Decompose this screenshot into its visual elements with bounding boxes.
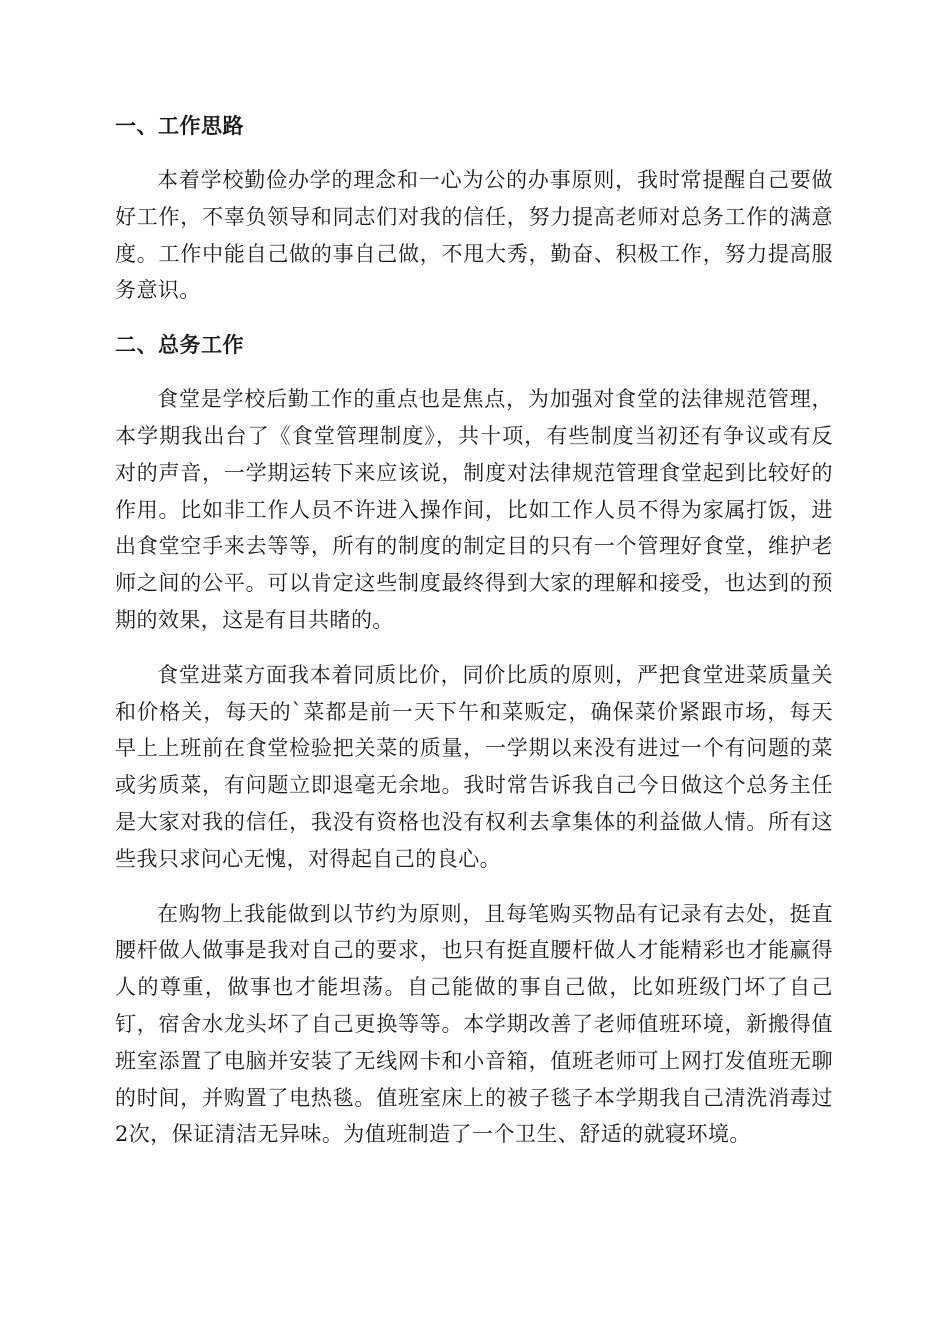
paragraph: 在购物上我能做到以节约为原则，且每笔购买物品有记录有去处，挺直腰杆做人做事是我对自己的要求，也只有挺直腰杆做人才能精彩也才能赢得人的尊重，做事也才能坦荡。自己能做的事自己做，比如班级门坏了自己钉，宿舍水龙头坏了自己更换等等。本学期改善了老师值班环境，新搬得值班室添置了电脑并安装了无线网卡和小音箱，值班老师可上网打发值班无聊的时间，并购置了电热毯。值班室床上的被子毯子本学期我自己清洗消毒过2次，保证清洁无异味。为值班制造了一个卫生、舒适的就寝环境。 <box>115 901 833 1147</box>
paragraph: 本着学校勤俭办学的理念和一心为公的办事原则，我时常提醒自己要做好工作，不辜负领导和同志们对我的信任，努力提高老师对总务工作的满意度。工作中能自己做的事自己做，不甩大秀，勤奋、积极工作，努力提高服务意识。 <box>115 168 833 303</box>
document-page <box>115 108 833 1171</box>
section-heading-work-approach: 一、工作思路 <box>115 114 244 138</box>
section-heading-general-affairs: 二、总务工作 <box>115 333 244 358</box>
paragraph: 食堂是学校后勤工作的重点也是焦点，为加强对食堂的法律规范管理，本学期我出台了《食堂管理制度》，共十项，有些制度当初还有争议或有反对的声音，一学期运转下来应该说，制度对法律规范管理食堂起到比较好的作用。比如非工作人员不许进入操作间，比如工作人员不得为家属打饭，进出食堂空手来去等等，所有的制度的制定目的只有一个管理好食堂，维护老师之间的公平。可以肯定这些制度最终得到大家的理解和接受，也达到的预期的效果，这是有目共睹的。 <box>115 387 833 632</box>
paragraph: 食堂进菜方面我本着同质比价，同价比质的原则，严把食堂进菜质量关和价格关，每天的`菜都是前一天下午和菜贩定，确保菜价紧跟市场，每天早上上班前在食堂检验把关菜的质量，一学期以来没有进过一个有问题的菜或劣质菜，有问题立即退毫无余地。我时常告诉我自己今日做这个总务主任是大家对我的信任，我没有资格也没有权利去拿集体的利益做人情。所有这些我只求问心无愧，对得起自己的良心。 <box>115 662 833 871</box>
